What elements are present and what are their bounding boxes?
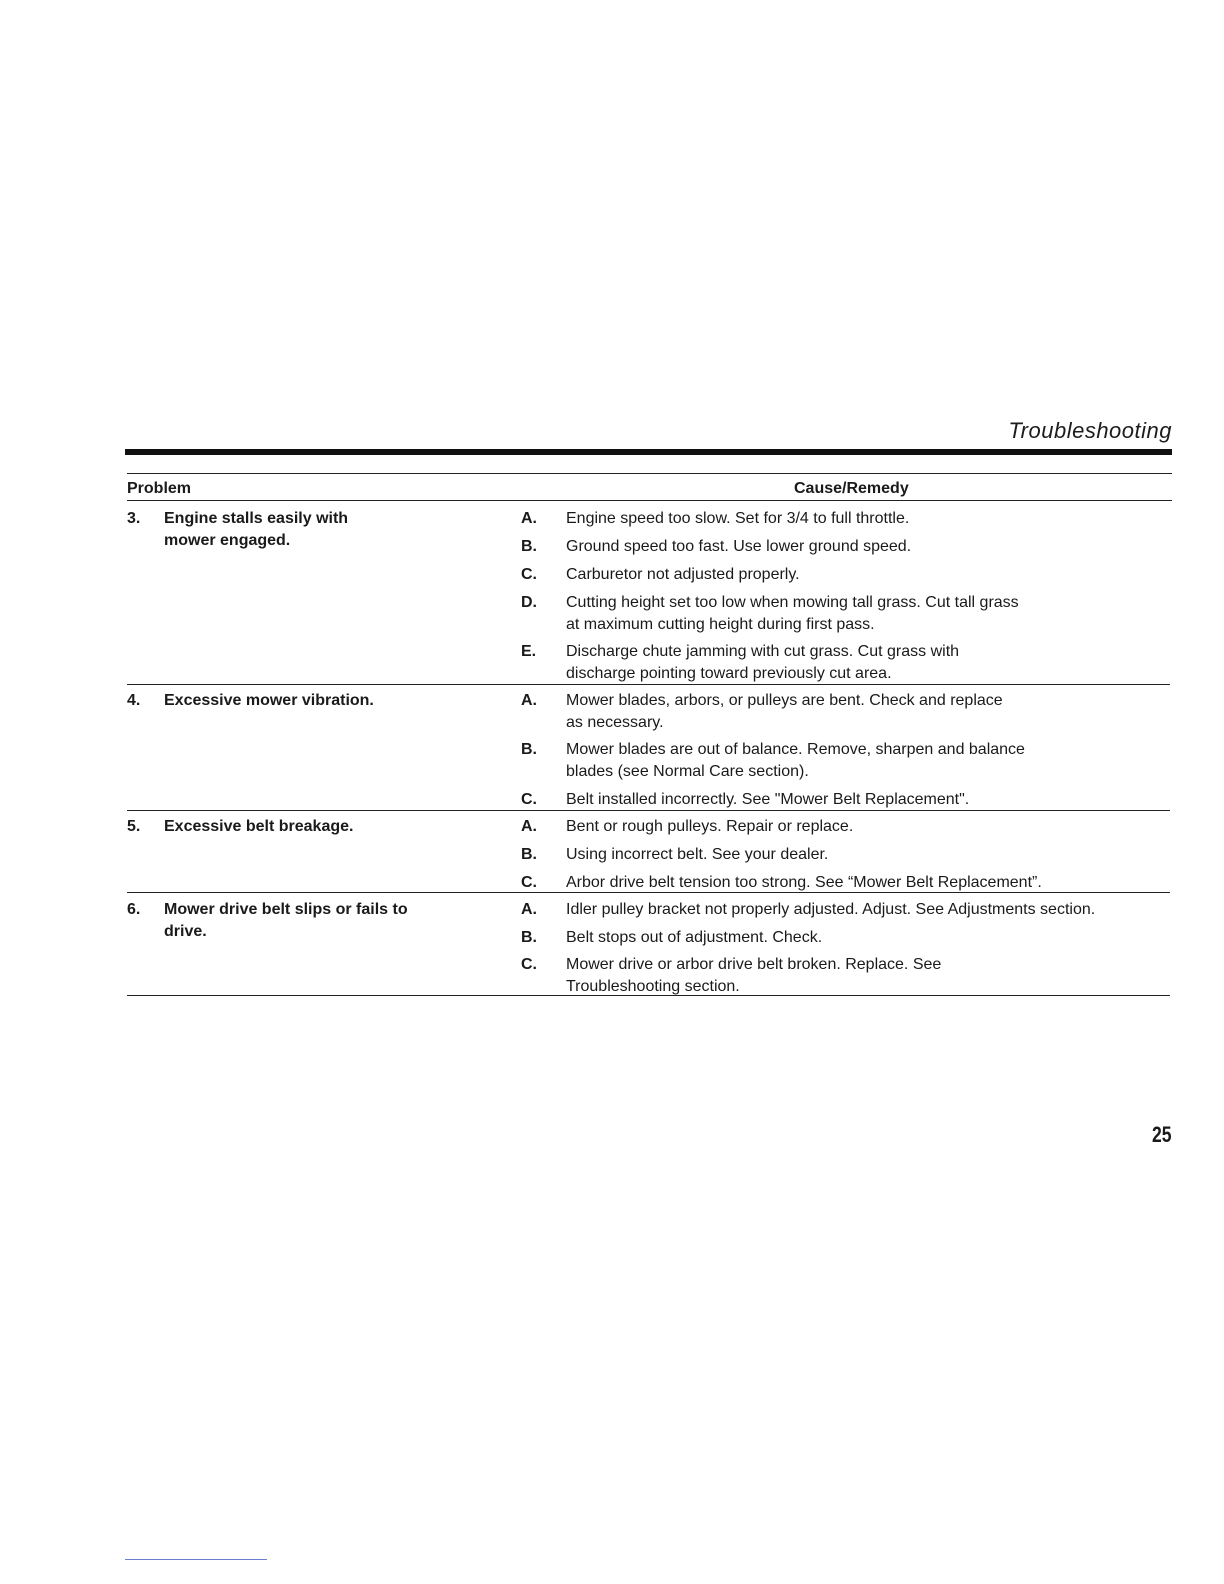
cause-letter: D. <box>521 594 537 611</box>
problem-text: Excessive belt breakage. <box>164 818 354 835</box>
cause-letter: C. <box>521 791 537 808</box>
problem-text: Excessive mower vibration. <box>164 692 374 709</box>
problem-number: 5. <box>127 818 141 835</box>
problem-number: 3. <box>127 510 141 527</box>
table-top-rule <box>127 473 1172 474</box>
cause-text: Arbor drive belt tension too strong. See “Mower Belt Replacement”. <box>566 874 1042 891</box>
cause-text: Carburetor not adjusted properly. <box>566 566 800 583</box>
column-header-cause-remedy: Cause/Remedy <box>794 480 909 497</box>
cause-text: Belt installed incorrectly. See "Mower Belt Replacement". <box>566 791 970 808</box>
cause-letter: B. <box>521 846 537 863</box>
cause-text: Ground speed too fast. Use lower ground speed. <box>566 538 912 555</box>
cause-letter: B. <box>521 741 537 758</box>
cause-letter: A. <box>521 818 537 835</box>
cause-text: Bent or rough pulleys. Repair or replace. <box>566 818 854 835</box>
row-divider <box>127 810 1170 811</box>
cause-text: Mower drive or arbor drive belt broken. Replace. See Troubleshooting section. <box>566 956 942 995</box>
cause-letter: B. <box>521 929 537 946</box>
row-divider <box>127 892 1170 893</box>
header-thick-rule <box>125 449 1172 455</box>
cause-text: Mower blades are out of balance. Remove, sharpen and balance blades (see Normal Care section). <box>566 741 1025 780</box>
cause-text: Cutting height set too low when mowing tall grass. Cut tall grass at maximum cutting height during first pass. <box>566 594 1019 633</box>
problem-text: Mower drive belt slips or fails to drive. <box>164 901 408 940</box>
cause-letter: A. <box>521 692 537 709</box>
cause-letter: C. <box>521 566 537 583</box>
column-header-rule <box>127 500 1172 501</box>
cause-text: Using incorrect belt. See your dealer. <box>566 846 829 863</box>
cause-text: Belt stops out of adjustment. Check. <box>566 929 823 946</box>
cause-text: Engine speed too slow. Set for 3/4 to full throttle. <box>566 510 910 527</box>
cause-letter: B. <box>521 538 537 555</box>
problem-number: 4. <box>127 692 141 709</box>
problem-number: 6. <box>127 901 141 918</box>
page-number: 25 <box>1152 1122 1172 1147</box>
table-bottom-rule <box>127 995 1170 996</box>
row-divider <box>127 684 1170 685</box>
column-header-problem: Problem <box>127 480 192 497</box>
cause-letter: A. <box>521 510 537 527</box>
problem-text: Engine stalls easily with mower engaged. <box>164 510 349 549</box>
cause-text: Discharge chute jamming with cut grass. Cut grass with discharge pointing toward previously cut area. <box>566 643 960 682</box>
cause-letter: C. <box>521 874 537 891</box>
cause-letter: A. <box>521 901 537 918</box>
cause-letter: E. <box>521 643 537 660</box>
cause-text: Mower blades, arbors, or pulleys are bent. Check and replace as necessary. <box>566 692 1003 731</box>
cause-letter: C. <box>521 956 537 973</box>
footnote-rule <box>125 1559 267 1560</box>
section-title: Troubleshooting <box>1008 418 1172 443</box>
cause-text: Idler pulley bracket not properly adjusted. Adjust. See Adjustments section. <box>566 901 1096 918</box>
